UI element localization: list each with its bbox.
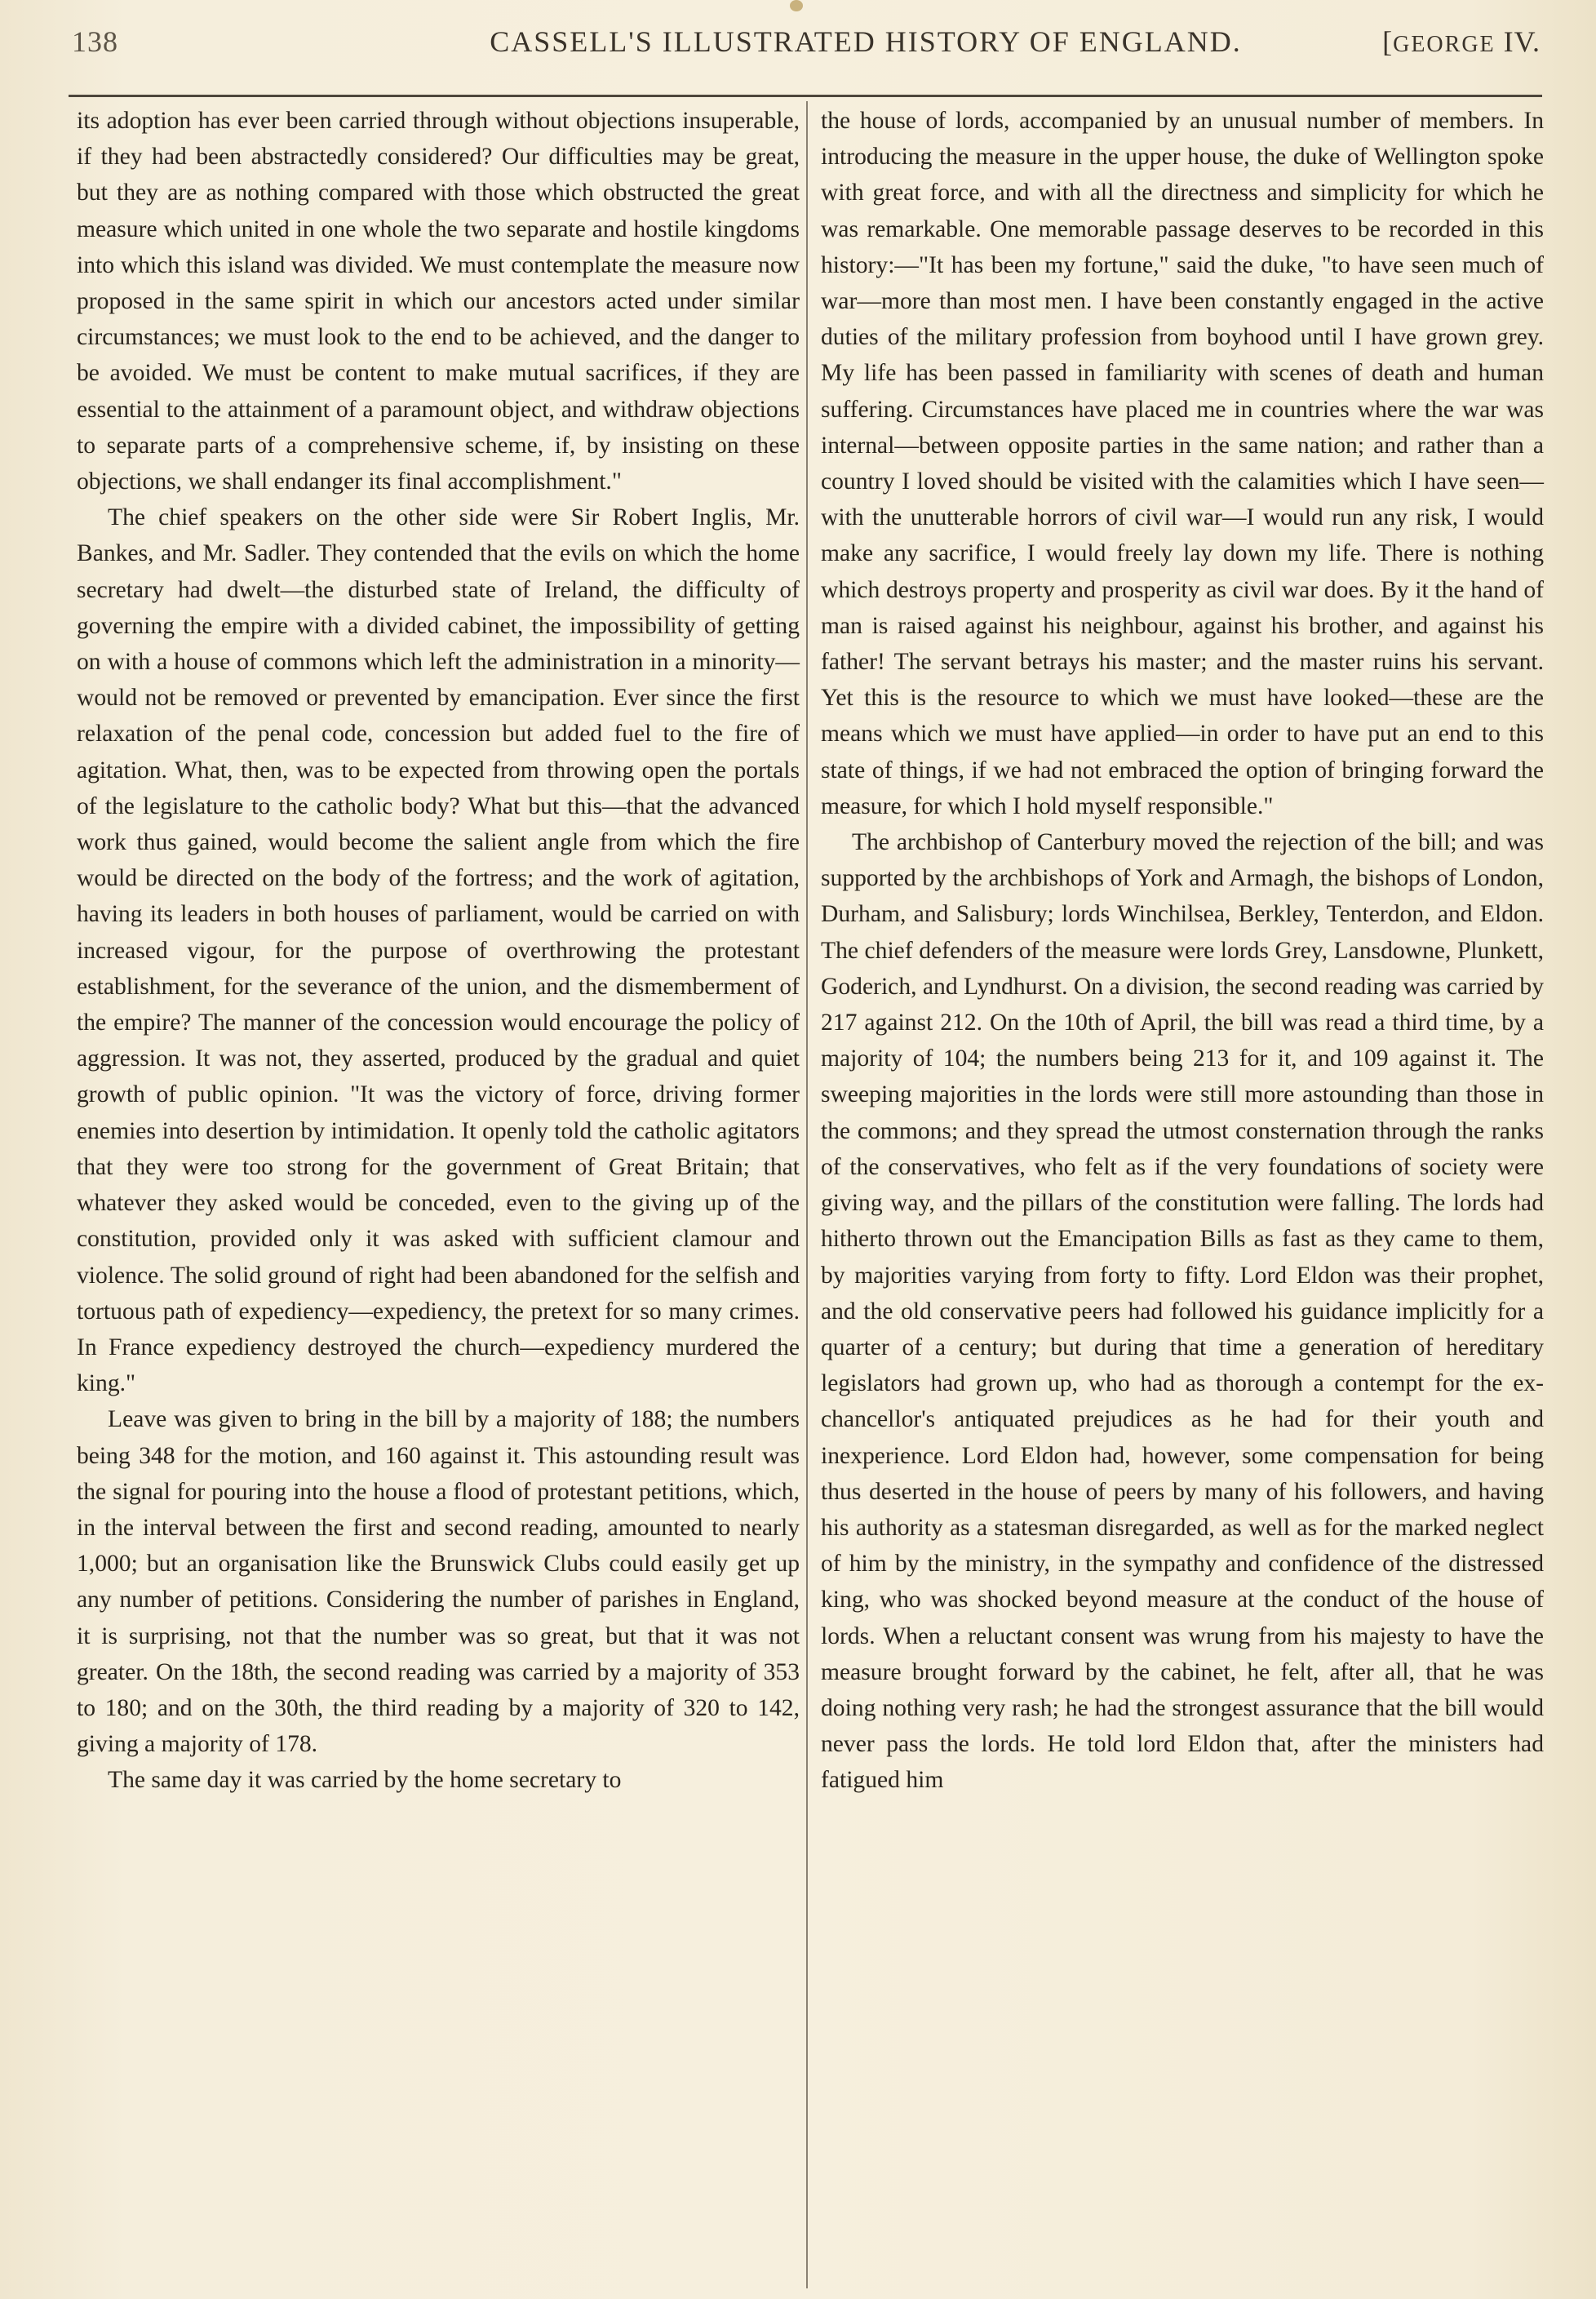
paragraph: The chief speakers on the other side were Sir Robert Inglis, Mr. Bankes, and Mr. Sadler. They contended that the evils on which the home secretary had dwelt—the disturbed state of Ireland, the difficulty of governing the empire with a divided cabinet, the impossibility of getting on with a house of commons which left the administration in a minority—would not be removed or prevented by emancipation. Ever since the first relaxation of the penal code, concession but added fuel to the fire of agitation. What, then, was to be expected from throwing open the portals of the legislature to the catholic body? What but this—that the advanced work thus gained, would become the salient angle from which the fire would be directed on the body of the fortress; and the work of agitation, having its leaders in both houses of parliament, would be carried on with increased vigour, for the purpose of overthrowing the protestant establishment, for the severance of the union, and the dismemberment of the empire? The manner of the concession would encourage the policy of aggression. It was not, they asserted, produced by the gradual and quiet growth of public opinion. "It was the victory of force, driving former enemies into desertion by intimidation. It openly told the catholic agitators that they were too strong for the government of Great Britain; that whatever they asked would be conceded, even to the giving up of the constitution, provided only it was asked with sufficient clamour and violence. The solid ground of right had been abandoned for the selfish and tortuous path of expediency—expediency, the pretext for so many crimes. In France expediency destroyed the church—expediency murdered the king.": [77, 504, 800, 1397]
reign-label: [1382, 24, 1541, 59]
reign-numeral: IV.: [1495, 25, 1541, 58]
running-header: [72, 24, 1541, 65]
column-divider: [806, 101, 808, 2288]
reign-bracket: [: [1382, 25, 1394, 58]
right-column: [821, 103, 1544, 1799]
left-column: [77, 103, 800, 1799]
reign-name: GEORGE: [1393, 32, 1496, 57]
ink-blot: [790, 0, 803, 11]
header-rule: [69, 95, 1542, 97]
paragraph: The archbishop of Canterbury moved the rejection of the bill; and was supported by the archbishops of York and Armagh, the bishops of London, Durham, and Salisbury; lords Winchilsea, Berkley, Tenterdon, and Eldon. The chief defenders of the measure were lords Grey, Lansdowne, Plunkett, Goderich, and Lyndhurst. On a division, the second reading was carried by 217 against 212. On the 10th of April, the bill was read a third time, by a majority of 104; the numbers being 213 for it, and 109 against it. The sweeping majorities in the lords were still more astounding than those in the commons; and they spread the utmost consternation through the ranks of the conservatives, who felt as if the very foundations of society were giving way, and the pillars of the constitution were falling. The lords had hitherto thrown out the Emancipation Bills as fast as they came to them, by majorities varying from forty to fifty. Lord Eldon was their prophet, and the old conservative peers had followed his guidance implicitly for a quarter of a century; but during that time a generation of hereditary legislators had grown up, who had as thorough a contempt for the ex-chancellor's antiquated prejudices as he had for their youth and inexperience. Lord Eldon had, however, some compensation for being thus deserted in the house of peers by many of his followers, and having his authority as a statesman disregarded, as well as for the marked neglect of him by the ministry, in the sympathy and confidence of the distressed king, who was shocked beyond measure at the conduct of the house of lords. When a reluctant consent was wrung from his majesty to have the measure brought forward by the cabinet, he felt, after all, that he was doing nothing very rash; he had the strongest assurance that the bill would never pass the lords. He told lord Eldon that, after the ministers had fatigued him: [821, 829, 1544, 1794]
paragraph: the house of lords, accompanied by an unusual number of members. In introducing the measure in the upper house, the duke of Wellington spoke with great force, and with all the directness and simplicity for which he was remarkable. One memorable passage deserves to be recorded in this history:—"It has been my fortune," said the duke, "to have seen much of war—more than most men. I have been constantly engaged in the active duties of the military profession from boyhood until I have grown grey. My life has been passed in familiarity with scenes of death and human suffering. Circumstances have placed me in countries where the war was internal—between opposite parties in the same nation; and rather than a country I loved should be visited with the calamities which I have seen—with the unutterable horrors of civil war—I would run any risk, I would make any sacrifice, I would freely lay down my life. There is nothing which destroys property and prosperity as civil war does. By it the hand of man is raised against his neighbour, against his brother, and against his father! The servant betrays his master; and the master ruins his servant. Yet this is the resource to which we must have looked—these are the means which we must have applied—in order to have put an end to this state of things, if we had not embraced the option of bringing forward the measure, for which I hold myself responsible.": [821, 108, 1544, 819]
paragraph: The same day it was carried by the home secretary to: [108, 1767, 622, 1794]
paragraph: Leave was given to bring in the bill by a majority of 188; the numbers being 348 for the motion, and 160 against it. This astounding result was the signal for pouring into the house a flood of protestant petitions, which, in the interval between the first and second reading, amounted to nearly 1,000; but an organisation like the Brunswick Clubs could easily get up any number of petitions. Considering the number of parishes in England, it is surprising, not that the number was so great, but that it was not greater. On the 18th, the second reading was carried by a majority of 353 to 180; and on the 30th, the third reading by a majority of 320 to 142, giving a majority of 178.: [77, 1406, 800, 1758]
paragraph: its adoption has ever been carried through without objections insuperable, if they had been abstractedly considered? Our difficulties may be great, but they are as nothing compared with those which obstructed the great measure which united in one whole the two separate and hostile kingdoms into which this island was divided. We must contemplate the measure now proposed in the same spirit in which our ancestors acted under similar circumstances; we must look to the end to be achieved, and the danger to be avoided. We must be content to make mutual sacrifices, if they are essential to the attainment of a paramount object, and withdraw objections to separate parts of a comprehensive scheme, if, by insisting on these objections, we shall endanger its final accomplishment.": [77, 108, 800, 495]
page-number: 138: [72, 25, 118, 58]
running-title: CASSELL'S ILLUSTRATED HISTORY OF ENGLAND.: [490, 25, 1242, 58]
